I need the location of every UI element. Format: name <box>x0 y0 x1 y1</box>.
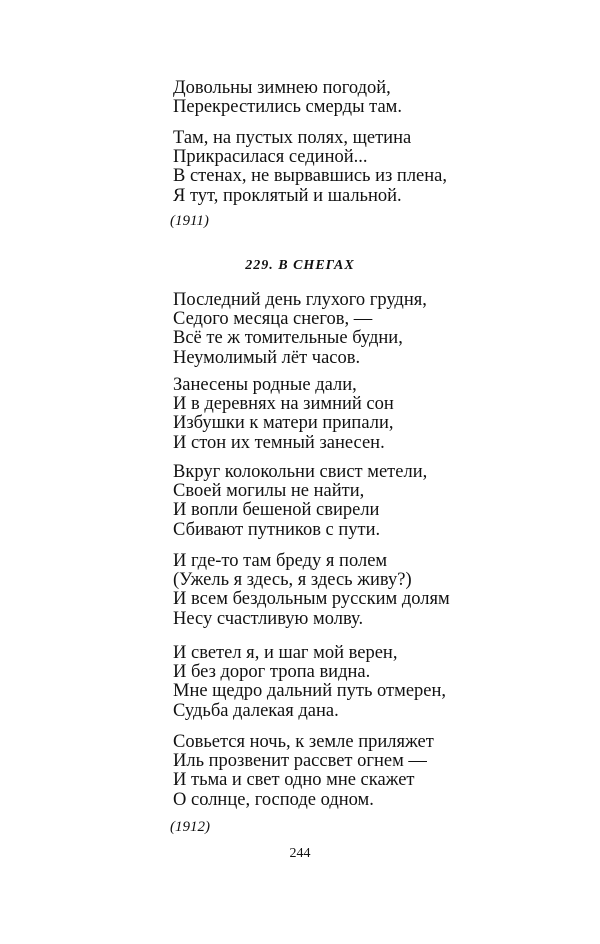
verse-line: Я тут, проклятый и шальной. <box>173 185 402 206</box>
page-number: 244 <box>289 846 311 861</box>
poem-stanza-6 <box>173 733 434 810</box>
verse-line: В стенах, не вырвавшись из плена, <box>173 166 448 187</box>
verse-line: Иль прозвенит рассвет огнем — <box>173 751 427 772</box>
verse-line: (Ужель я здесь, я здесь живу?) <box>173 570 412 591</box>
verse-line: Всё те ж томительные будни, <box>173 328 403 349</box>
poem-title: 229. В СНЕГАХ <box>245 258 355 273</box>
verse-line: О солнце, господе одном. <box>173 789 374 810</box>
verse-line: И стон их темный занесен. <box>173 432 385 453</box>
poem-stanza-4 <box>173 552 450 629</box>
verse-line: Седого месяца снегов, — <box>173 309 373 330</box>
verse-line: Довольны зимнею погодой, <box>173 78 391 98</box>
verse-line: И всем бездольным русским долям <box>173 589 450 610</box>
poem-stanza-1 <box>173 291 427 368</box>
verse-line: Перекрестились смерды там. <box>173 97 403 118</box>
verse-line: Несу счастливую молву. <box>173 608 364 629</box>
poem-stanza-5 <box>173 644 446 721</box>
poem-stanza-2 <box>173 376 394 453</box>
verse-line: И тьма и свет одно мне скажет <box>173 770 415 791</box>
verse-line: Последний день глухого грудня, <box>173 290 427 310</box>
verse-line: Вкруг колокольни свист метели, <box>173 462 428 482</box>
prev-poem-stanza-1 <box>173 79 402 117</box>
verse-line: Своей могилы не найти, <box>173 481 365 502</box>
verse-line: Совьется ночь, к земле приляжет <box>173 732 434 752</box>
verse-line: Неумолимый лёт часов. <box>173 347 361 368</box>
verse-line: И светел я, и шаг мой верен, <box>173 643 398 663</box>
prev-poem-stanza-2 <box>173 129 447 206</box>
poem-stanza-3 <box>173 463 427 540</box>
verse-line: Избушки к матери припали, <box>173 413 394 434</box>
verse-line: И без дорог тропа видна. <box>173 662 371 683</box>
verse-line: Судьба далекая дана. <box>173 700 339 721</box>
verse-line: Занесены родные дали, <box>173 375 357 395</box>
verse-line: Мне щедро дальний путь отмерен, <box>173 681 447 702</box>
prev-poem-date: (1911) <box>170 213 209 229</box>
poem-date: (1912) <box>170 819 210 835</box>
verse-line: Сбивают путников с пути. <box>173 519 381 540</box>
verse-line: И где-то там бреду я полем <box>173 551 388 571</box>
verse-line: Там, на пустых полях, щетина <box>173 128 412 148</box>
verse-line: И вопли бешеной свирели <box>173 500 380 521</box>
verse-line: Прикрасилася сединой... <box>173 147 368 168</box>
verse-line: И в деревнях на зимний сон <box>173 394 394 415</box>
